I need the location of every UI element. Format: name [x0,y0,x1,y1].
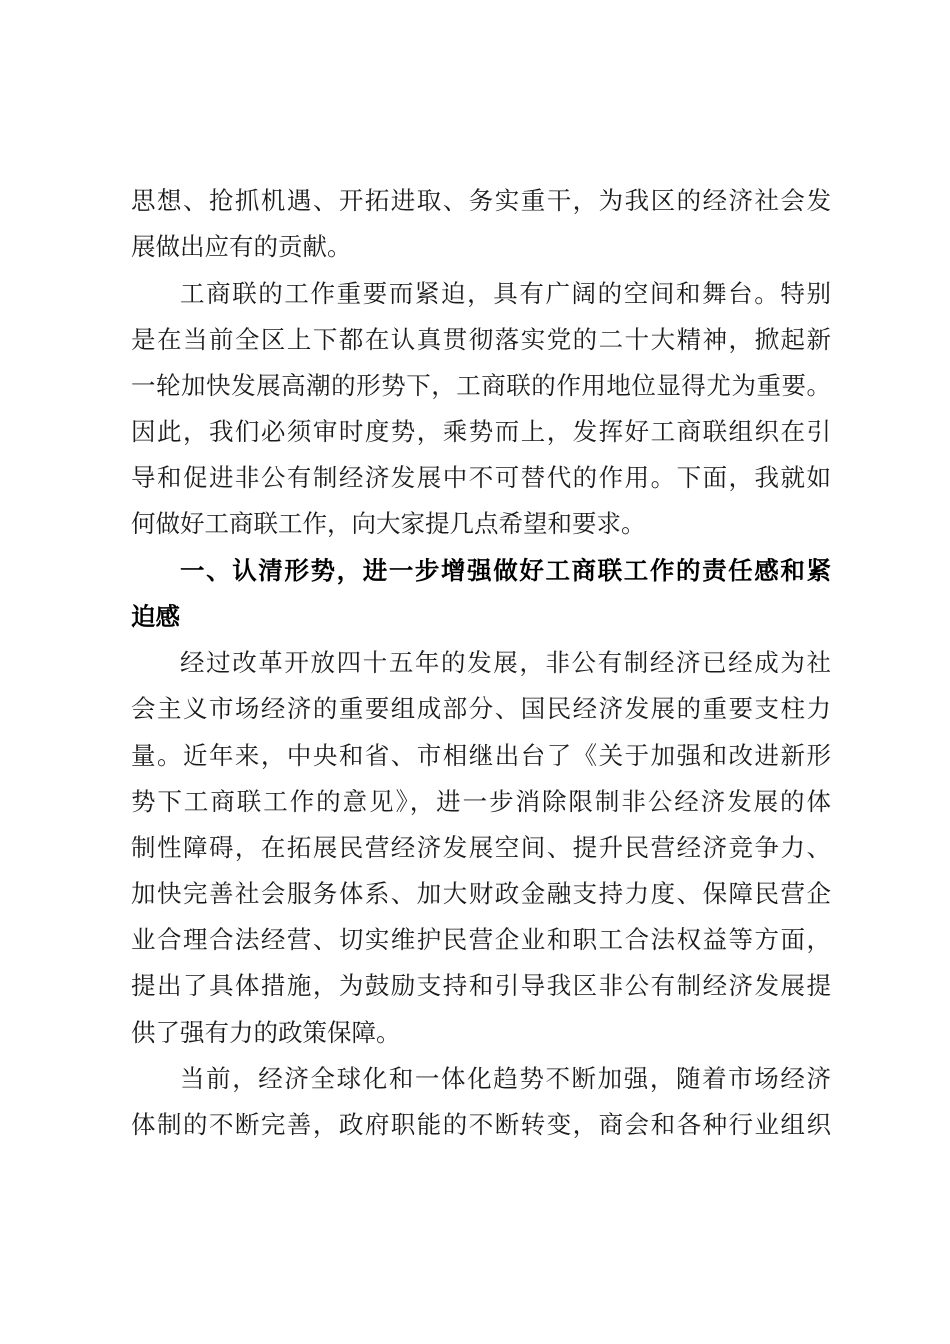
paragraph-3-line-6: 加快完善社会服务体系、加大财政金融支持力度、保障民营企 [131,879,831,908]
paragraph-3-line-7: 业合理合法经营、切实维护民营企业和职工合法权益等方面， [131,925,831,954]
paragraph-2-line-6: 何做好工商联工作，向大家提几点希望和要求。 [131,509,646,538]
paragraph-3-line-9: 供了强有力的政策保障。 [131,1018,401,1047]
section-heading-line-1: 一、认清形势，进一步增强做好工商联工作的责任感和紧 [180,556,831,585]
paragraph-2-line-4: 因此，我们必须审时度势，乘势而上，发挥好工商联组织在引 [131,417,831,446]
paragraph-3-line-3: 量。近年来，中央和省、市相继出台了《关于加强和改进新形 [131,741,831,770]
paragraph-3-line-1: 经过改革开放四十五年的发展，非公有制经济已经成为社 [180,648,831,677]
paragraph-2-line-5: 导和促进非公有制经济发展中不可替代的作用。下面，我就如 [131,463,831,492]
paragraph-3-line-2: 会主义市场经济的重要组成部分、国民经济发展的重要支柱力 [131,694,831,723]
section-heading-line-2: 迫感 [131,602,180,631]
paragraph-2-line-1: 工商联的工作重要而紧迫，具有广阔的空间和舞台。特别 [180,279,831,308]
paragraph-3-line-8: 提出了具体措施，为鼓励支持和引导我区非公有制经济发展提 [131,971,831,1000]
paragraph-3-line-4: 势下工商联工作的意见》，进一步消除限制非公经济发展的体 [131,787,831,816]
paragraph-1-line-2: 展做出应有的贡献。 [131,232,352,261]
paragraph-2-line-2: 是在当前全区上下都在认真贯彻落实党的二十大精神，掀起新 [131,325,831,354]
paragraph-4-line-2: 体制的不断完善，政府职能的不断转变，商会和各种行业组织 [131,1110,831,1139]
paragraph-3-line-5: 制性障碍，在拓展民营经济发展空间、提升民营经济竞争力、 [131,833,831,862]
paragraph-4-line-1: 当前，经济全球化和一体化趋势不断加强，随着市场经济 [180,1064,831,1093]
paragraph-1-line-1: 思想、抢抓机遇、开拓进取、务实重干，为我区的经济社会发 [131,186,831,215]
paragraph-2-line-3: 一轮加快发展高潮的形势下，工商联的作用地位显得尤为重要。 [131,371,831,400]
